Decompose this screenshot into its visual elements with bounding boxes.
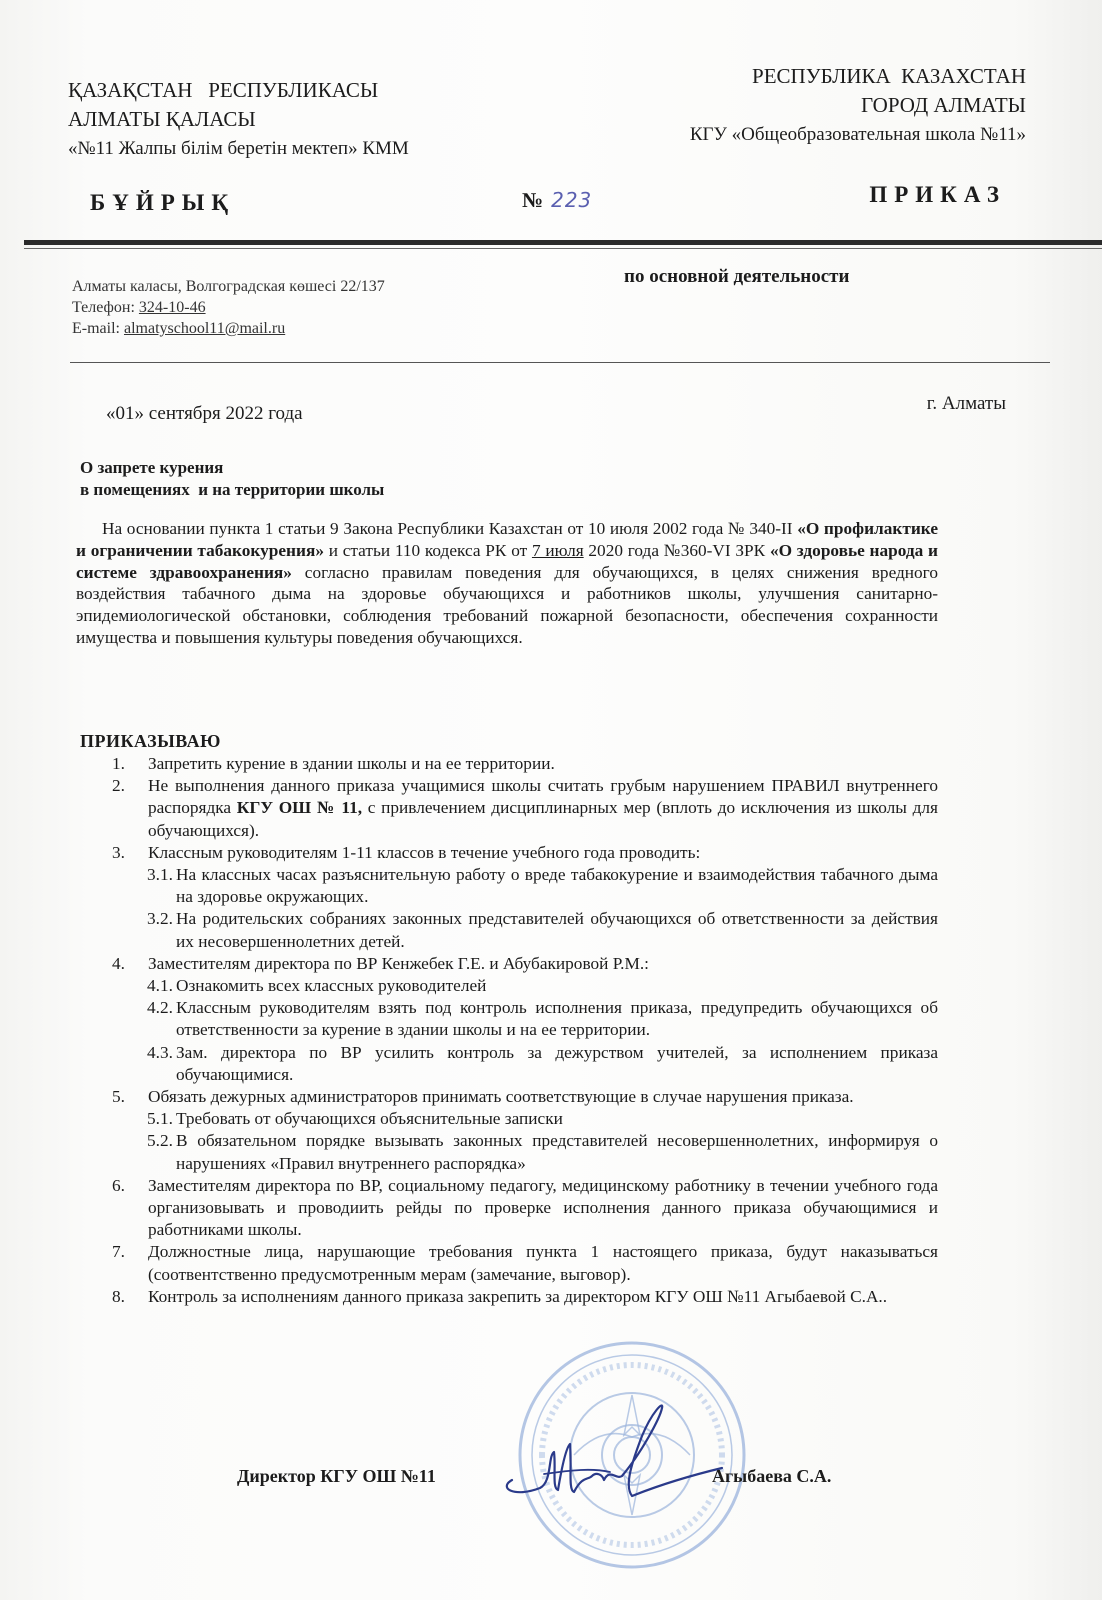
subitem-text: Требовать от обучающихся объяснительные записки <box>176 1109 563 1129</box>
activity-type: по основной деятельности <box>624 266 850 287</box>
header-divider-thick <box>24 240 1102 245</box>
decree-subitem-5-1 <box>112 1108 938 1130</box>
preamble-date: 7 июля <box>531 540 584 560</box>
subject-line-2: в помещениях и на территории школы <box>80 480 385 499</box>
contacts-divider <box>70 362 1050 363</box>
header-ru-school: КГУ «Общеобразовательная школа №11» <box>689 124 1026 145</box>
preamble-text: и статьи 110 кодекса РК от <box>323 540 532 560</box>
subitem-number: 4.1. <box>147 976 173 996</box>
signature-title: Директор КГУ ОШ №11 <box>237 1466 436 1486</box>
decree-list <box>112 753 938 1308</box>
subitem-text: На классных часах разъяснительную работу о вреде табакокурение и взаимодействия табачного дыма на здоровье окружающих. <box>176 865 938 907</box>
header-kz-country: ҚАЗАҚСТАН РЕСПУБЛИКАСЫ <box>68 78 379 102</box>
header-kazakh <box>68 76 409 163</box>
signature-name: Агыбаева С.А. <box>712 1466 832 1486</box>
contact-email-label: E-mail: <box>72 320 120 337</box>
order-date: «01» сентября 2022 года <box>106 403 303 424</box>
contact-phone-label: Телефон: <box>72 299 135 316</box>
preamble-text: согласно правилам поведения для обучающихся, в целях снижения вредного воздействия табачного дыма на здоровье обучающихся и работников школы, улучшения санитарно-эпидемиологической обстановки, соблюдения требований пожарной безопасности, обеспечения сохранности имущества и повышения культуры поведения обучающихся. <box>76 562 938 647</box>
item-number: 7. <box>112 1242 125 1262</box>
header-kz-city: АЛМАТЫ ҚАЛАСЫ <box>68 107 256 131</box>
header-ru-country: РЕСПУБЛИКА КАЗАХСТАН <box>752 64 1026 88</box>
order-number-prefix: № <box>522 188 544 212</box>
item-text: Запретить курение в здании школы и на ее территории. <box>148 754 555 773</box>
signature-icon <box>492 1396 732 1516</box>
subitem-number: 4.3. <box>147 1042 173 1062</box>
contact-address: Алматы каласы, Волгоградская көшесі 22/137 <box>72 278 385 295</box>
preamble-text: На основании пункта 1 статьи 9 Закона Республики Казахстан от 10 июля 2002 года № 340-II <box>102 519 798 538</box>
law-title-tobacco: «О профилактике и ограничении табакокурения» <box>76 519 938 560</box>
order-label-russian: ПРИКАЗ <box>869 182 1006 207</box>
decree-subitem-4-3 <box>112 1042 938 1086</box>
item-text: Контроль за исполнениям данного приказа закрепить за директором КГУ ОШ №11 Агыбаевой С.А.. <box>148 1286 888 1306</box>
preamble-text: 2020 года №360-VI ЗРК <box>583 540 770 560</box>
decree-subitem-4-2 <box>112 997 938 1041</box>
order-city: г. Алматы <box>926 393 1006 414</box>
decree-subitem-3-1 <box>112 864 938 908</box>
item-text: Не выполнения данного приказа учащимися школы считать грубым нарушением ПРАВИЛ внутреннего распорядка <box>148 776 938 818</box>
item-number: 3. <box>112 842 125 862</box>
header-kz-school: «№11 Жалпы білім беретін мектеп» КММ <box>68 138 409 159</box>
decree-item-2 <box>112 775 938 842</box>
subitem-number: 3.2. <box>147 909 173 929</box>
subitem-text: Ознакомить всех классных руководителей <box>176 976 487 996</box>
subject-line-1: О запрете курения <box>80 458 224 477</box>
item-text: Заместителям директора по ВР, социальному педагогу, медицинскому работнику в течении учебного года организовывать и проводиить рейды по проверке исполнения данного приказа обучающимися и работниками школы. <box>148 1175 938 1240</box>
decree-item-4 <box>112 953 938 975</box>
decree-subitem-3-2 <box>112 908 938 952</box>
decree-title: ПРИКАЗЫВАЮ <box>80 731 221 751</box>
order-label-kazakh: БҰЙРЫҚ <box>90 190 236 215</box>
order-number-handwritten: 223 <box>551 188 593 212</box>
subitem-number: 5.1. <box>147 1109 173 1129</box>
item-number: 6. <box>112 1175 125 1195</box>
contacts-block <box>72 276 385 339</box>
item-number: 4. <box>112 953 125 973</box>
contact-phone-row <box>72 297 385 318</box>
item-text: Должностные лица, нарушающие требования пункта 1 настоящего приказа, будут наказываться (соотвентственно предусмотренным мерам (замечание, выговор). <box>148 1242 938 1284</box>
subitem-number: 3.1. <box>147 865 173 885</box>
item-bold-text: КГУ ОШ № 11, <box>236 798 363 818</box>
order-subject <box>80 457 384 501</box>
item-text: Обязать дежурных администраторов принимать соответствующие в случае нарушения приказа. <box>148 1087 854 1107</box>
subitem-text: Классным руководителям взять под контроль исполнения приказа, предупредить обучающихся об ответственности за курение в здании школы и на ее территории. <box>176 998 938 1040</box>
decree-item-5 <box>112 1086 938 1108</box>
decree-item-8 <box>112 1286 938 1308</box>
item-number: 8. <box>112 1286 125 1306</box>
order-number <box>522 188 592 213</box>
subitem-number: 5.2. <box>147 1131 173 1151</box>
subitem-text: Зам. директора по ВР усилить контроль за дежурством учителей, за исполнением приказа обучающимися. <box>176 1042 938 1084</box>
decree-item-1 <box>112 753 938 775</box>
header-ru-city: ГОРОД АЛМАТЫ <box>861 93 1026 117</box>
item-number: 5. <box>112 1087 125 1107</box>
header-russian <box>690 62 1026 149</box>
subitem-text: На родительских собраниях законных представителей обучающихся об ответственности за действия их несовершеннолетних детей. <box>176 909 938 951</box>
item-number: 1. <box>112 754 125 773</box>
decree-item-3 <box>112 842 938 864</box>
decree-subitem-5-2 <box>112 1130 938 1174</box>
item-text: с привлечением дисциплинарных мер (вплоть до исключения из школы для обучающихся). <box>148 798 938 840</box>
item-number: 2. <box>112 776 125 796</box>
contact-email-row <box>72 318 385 339</box>
decree-item-7 <box>112 1241 938 1285</box>
item-text: Заместителям директора по ВР Кенжебек Г.Е. и Абубакировой Р.М.: <box>148 953 649 973</box>
item-text: Классным руководителям 1-11 классов в течение учебного года проводить: <box>148 842 701 862</box>
law-title-health: «О здоровье народа и системе здравоохранения» <box>76 540 938 582</box>
contact-email-link[interactable]: almatyschool11@mail.ru <box>123 320 286 337</box>
subitem-number: 4.2. <box>147 998 173 1018</box>
contact-phone: 324-10-46 <box>138 299 206 316</box>
preamble-paragraph <box>76 518 938 649</box>
subitem-text: В обязательном порядке вызывать законных представителей несовершеннолетних, информируя о нарушениях «Правил внутреннего распорядка» <box>176 1131 938 1173</box>
decree-subitem-4-1 <box>112 975 938 997</box>
header-divider-thin <box>24 248 1102 249</box>
decree-item-6 <box>112 1175 938 1242</box>
